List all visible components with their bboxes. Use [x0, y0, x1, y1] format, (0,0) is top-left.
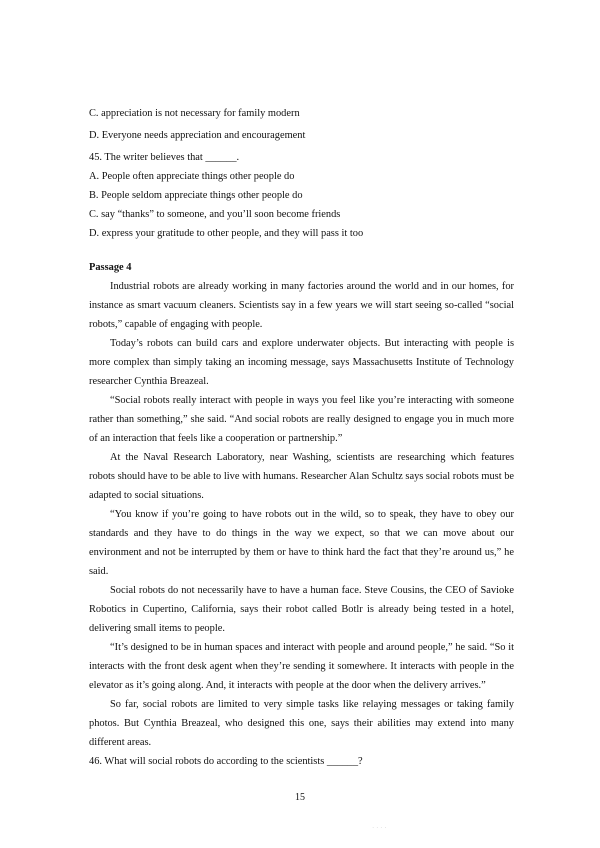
option-b: B. People seldom appreciate things other people do: [89, 190, 303, 201]
paragraph: “It’s designed to be in human spaces and interact with people and around people,” he said. “So it interacts with the front desk agent when they’re sending it somewhere. It interacts with people in the elevator as it’s going along. And, it interacts with people at the door when the delivery arrives.”: [89, 642, 514, 691]
page-number: 15: [295, 792, 305, 803]
option-d: D. Everyone needs appreciation and encouragement: [89, 130, 306, 141]
paragraph: At the Naval Research Laboratory, near Washing, scientists are researching which features robots should have to be able to live with humans. Researcher Alan Schultz says social robots must be adapted to social situations.: [89, 452, 514, 501]
option-c: C. appreciation is not necessary for family modern: [89, 108, 300, 119]
option-c: C. say “thanks” to someone, and you’ll soon become friends: [89, 209, 341, 220]
paragraph: Social robots do not necessarily have to have a human face. Steve Cousins, the CEO of Savioke Robotics in Cupertino, California, says their robot called Botlr is already being tested in a hotel, delivering small items to people.: [89, 585, 514, 634]
paragraph: Today’s robots can build cars and explore underwater objects. But interacting with people is more complex than simply taking an incoming message, says Massachusetts Institute of Technology researcher Cynthia Breazeal.: [89, 338, 514, 387]
option-d: D. express your gratitude to other people, and they will pass it too: [89, 228, 364, 239]
question-46-stem: 46. What will social robots do according to the scientists ______?: [89, 756, 363, 767]
paragraph: “You know if you’re going to have robots out in the wild, so to speak, they have to obey our standards and they have to do things in the way we expect, so that we can move about our environment and not be interrupted by them or have to think hard the fact that they’re around us,” he said.: [89, 509, 514, 577]
faint-mark: · · · ·: [372, 824, 387, 832]
paragraph: So far, social robots are limited to very simple tasks like relaying messages or taking family photos. But Cynthia Breazeal, who designed this one, says their abilities may extend into many different areas.: [89, 699, 514, 748]
question-45-stem: 45. The writer believes that ______.: [89, 152, 240, 163]
question-44-options: [89, 104, 514, 145]
passage-heading: Passage 4: [89, 262, 132, 273]
question-45: [89, 148, 514, 243]
passage-4: [89, 258, 514, 771]
option-a: A. People often appreciate things other people do: [89, 171, 295, 182]
paragraph: “Social robots really interact with people in ways you feel like you’re interacting with someone rather than something,” she said. “And social robots are really designed to engage you in much more of an interaction that feels like a cooperation or partnership.”: [89, 395, 514, 444]
paragraph: Industrial robots are already working in many factories around the world and in our homes, for instance as smart vacuum cleaners. Scientists say in a few years we will start seeing so-called “social robots,” capable of engaging with people.: [89, 281, 514, 330]
